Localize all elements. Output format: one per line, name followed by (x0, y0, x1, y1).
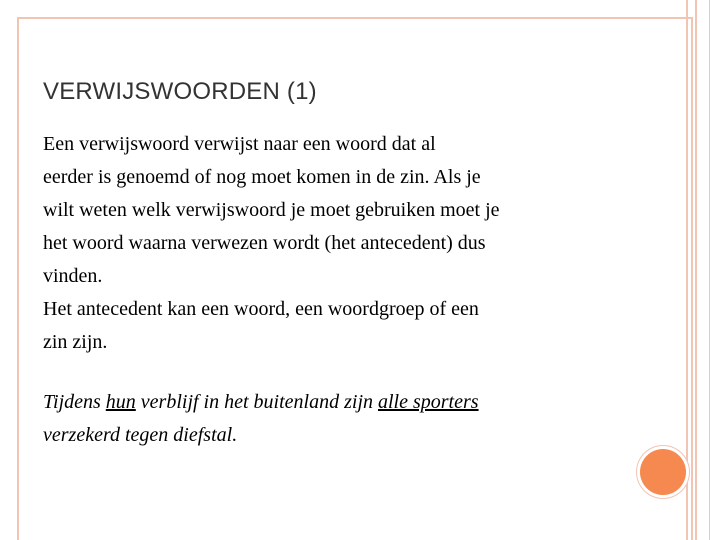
text-line: Een verwijswoord verwijst naar een woord dat al (43, 133, 436, 155)
text-line: vinden. (43, 265, 103, 287)
text-line: wilt weten welk verwijswoord je moet gebruiken moet je (43, 199, 500, 221)
text-line: eerder is genoemd of nog moet komen in de zin. Als je (43, 166, 481, 188)
slide-body (43, 128, 603, 359)
underlined-antecedent: alle sporters (378, 391, 479, 413)
paragraph-2 (43, 293, 603, 359)
paragraph-1 (43, 128, 603, 293)
slide-title: VERWIJSWOORDEN (1) (43, 78, 317, 105)
underlined-pronoun: hun (105, 391, 136, 413)
decorative-rule (695, 0, 697, 540)
text-line: het woord waarna verwezen wordt (het antecedent) dus (43, 232, 486, 254)
text-line: Het antecedent kan een woord, een woordgroep of een (43, 298, 479, 320)
example-text: Tijdens (43, 391, 106, 413)
decorative-rule (686, 0, 688, 540)
decorative-circle (640, 449, 686, 495)
example-text: verzekerd tegen diefstal. (43, 424, 238, 446)
decorative-rule (709, 0, 710, 540)
example-text: verblijf in het buitenland zijn (135, 391, 378, 413)
text-line: zin zijn. (43, 331, 108, 353)
example-sentence (43, 386, 643, 452)
